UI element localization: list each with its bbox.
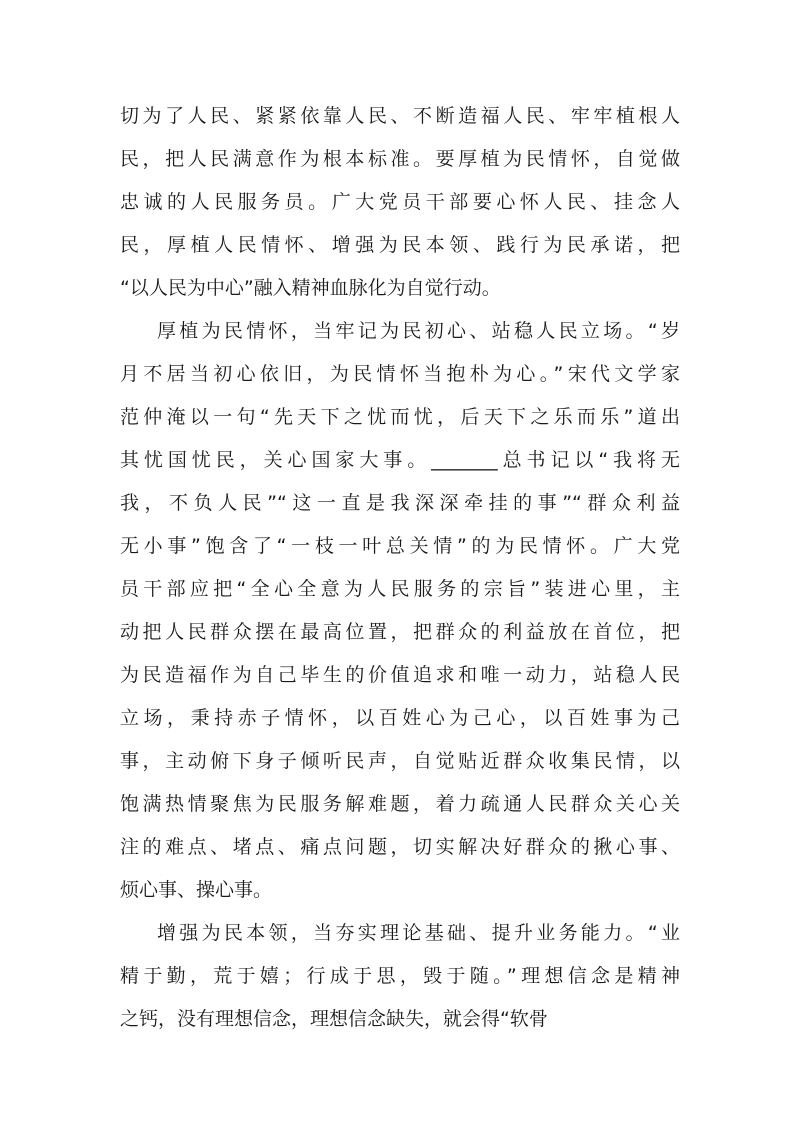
text-line: 烦心事、操心事。 <box>120 879 273 901</box>
text-line: 月不居当初心依旧，为民情怀当抱朴为心。”宋代文学家 <box>120 363 680 385</box>
text-line: 其忧国忧民，关心国家大事。_______总书记以“我将无 <box>120 449 680 471</box>
text-line: 民，厚植人民情怀、增强为民本领、践行为民承诺，把 <box>120 234 680 256</box>
text-line: 事，主动俯下身子倾听民声，自觉贴近群众收集民情，以 <box>120 750 680 772</box>
text-line: 饱满热情聚焦为民服务解难题，着力疏通人民群众关心关 <box>120 793 680 815</box>
text-line: 动把人民群众摆在最高位置，把群众的利益放在首位，把 <box>120 621 680 643</box>
text-line: 切为了人民、紧紧依靠人民、不断造福人民、牢牢植根人 <box>120 105 680 127</box>
text-line: 注的难点、堵点、痛点问题，切实解决好群众的揪心事、 <box>120 836 680 858</box>
text-line: 为民造福作为自己毕生的价值追求和唯一动力，站稳人民 <box>120 664 680 686</box>
text-line: 立场，秉持赤子情怀，以百姓心为己心，以百姓事为己 <box>120 707 680 729</box>
text-line: “以人民为中心”融入精神血脉化为自觉行动。 <box>120 277 501 299</box>
text-line: 精于勤，荒于嬉；行成于思，毁于随。”理想信念是精神 <box>120 965 680 987</box>
paragraph-first-line: 厚植为民情怀，当牢记为民初心、站稳人民立场。“岁 <box>157 320 680 342</box>
paragraph-first-line: 增强为民本领，当夯实理论基础、提升业务能力。“业 <box>157 922 680 944</box>
text-line: 无小事”饱含了“一枝一叶总关情”的为民情怀。广大党 <box>120 535 680 557</box>
text-line: 员干部应把“全心全意为人民服务的宗旨”装进心里，主 <box>120 578 680 600</box>
text-line: 范仲淹以一句“先天下之忧而忧，后天下之乐而乐”道出 <box>120 406 680 428</box>
text-line: 忠诚的人民服务员。广大党员干部要心怀人民、挂念人 <box>120 191 680 213</box>
text-line: 我，不负人民”“这一直是我深深牵挂的事”“群众利益 <box>120 492 680 514</box>
text-line: 民，把人民满意作为根本标准。要厚植为民情怀，自觉做 <box>120 148 680 170</box>
text-line: 之钙，没有理想信念，理想信念缺失，就会得“软骨 <box>120 1008 548 1030</box>
